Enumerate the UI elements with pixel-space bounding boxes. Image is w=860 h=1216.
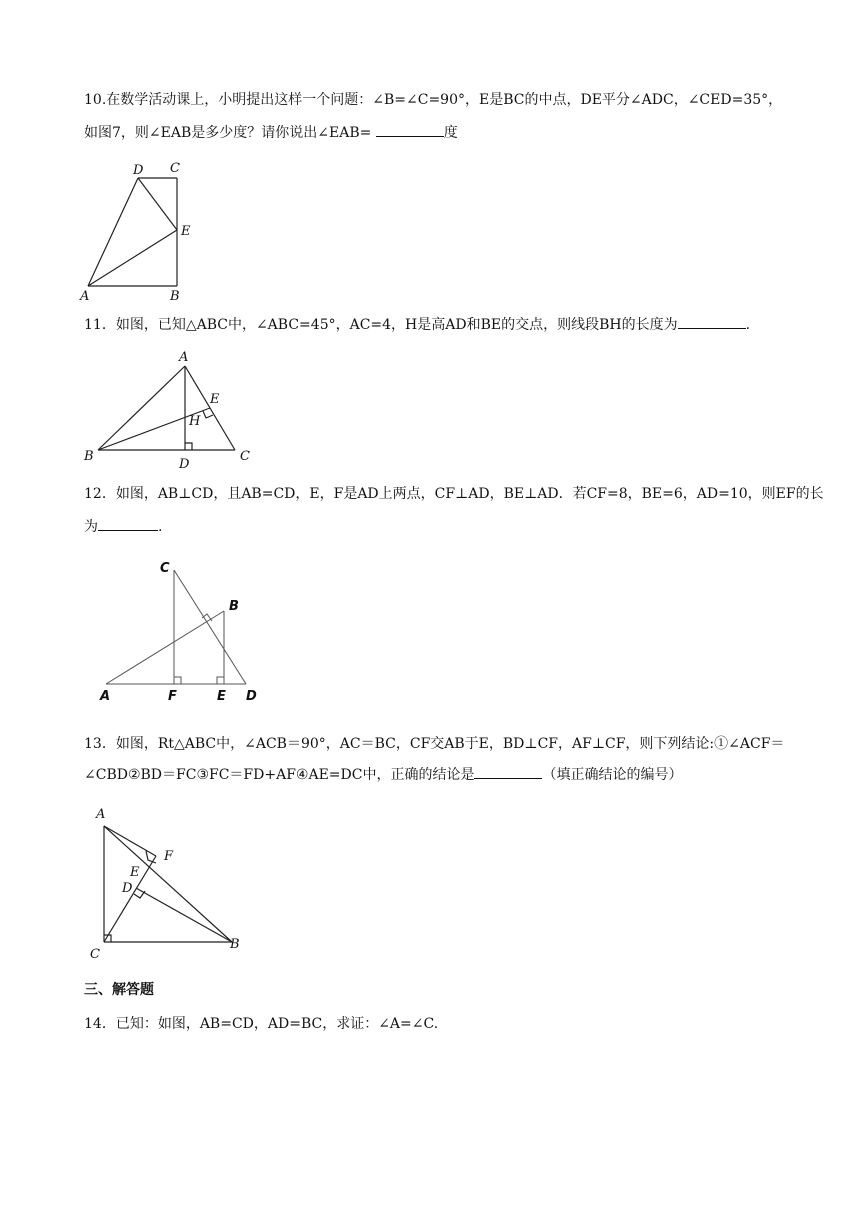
q11-label-a: A bbox=[179, 350, 189, 365]
q10-line2 bbox=[84, 122, 458, 143]
q10-label-d: D bbox=[133, 163, 144, 178]
q11-text: 11．如图，已知△ABC中，∠ABC=45°，AC=4，H是高AD和BE的交点，则线段BH的长度为 bbox=[84, 317, 678, 333]
q13-label-d: D bbox=[122, 881, 133, 896]
q11-label-b: B bbox=[84, 449, 94, 464]
answer-blank bbox=[376, 122, 444, 137]
q12-label-e: E bbox=[217, 689, 226, 704]
q12-line2-text: 为 bbox=[84, 519, 98, 535]
q12-label-b: B bbox=[229, 599, 239, 614]
q12-label-d: D bbox=[246, 689, 257, 704]
q11-label-c: C bbox=[240, 449, 250, 464]
section-heading: 三、解答题 bbox=[84, 982, 154, 998]
q13-label-c: C bbox=[90, 947, 100, 962]
q11-label-h: H bbox=[189, 414, 201, 429]
q11-line bbox=[84, 314, 750, 335]
q11-figure bbox=[80, 346, 260, 472]
answer-blank bbox=[98, 516, 158, 531]
q13-line1: 13．如图，Rt△ABC中，∠ACB＝90°，AC＝BC，CF交AB于E，BD⊥CF，AF⊥CF，则下列结论:①∠ACF＝ bbox=[84, 736, 785, 752]
q12-line2 bbox=[84, 516, 162, 537]
q12-label-a: A bbox=[100, 689, 111, 704]
q11-label-d: D bbox=[179, 457, 190, 472]
answer-blank bbox=[678, 314, 746, 329]
q12-line1: 12．如图，AB⊥CD，且AB=CD，E，F是AD上两点，CF⊥AD，BE⊥AD．若CF=8，BE=6，AD=10，则EF的长 bbox=[84, 486, 824, 502]
q10-line2-text: 如图7，则∠EAB是多少度？请你说出∠EAB= bbox=[84, 125, 376, 141]
q13-line2-note: （填正确结论的编号） bbox=[542, 767, 683, 783]
q13-label-f: F bbox=[164, 849, 174, 864]
q12-period: . bbox=[158, 519, 163, 535]
q10-line2-unit: 度 bbox=[443, 125, 458, 141]
q12-figure bbox=[96, 556, 266, 706]
q10-figure bbox=[80, 158, 200, 306]
q13-line2 bbox=[84, 764, 682, 785]
q10-label-a: A bbox=[80, 289, 90, 304]
q13-figure bbox=[84, 800, 254, 960]
q11-period: . bbox=[745, 317, 751, 333]
q10-label-b: B bbox=[170, 289, 180, 304]
q10-label-c: C bbox=[170, 161, 180, 176]
q12-label-c: C bbox=[160, 561, 170, 576]
q12-label-f: F bbox=[168, 689, 177, 704]
q13-label-b: B bbox=[230, 937, 240, 952]
q11-label-e: E bbox=[210, 392, 220, 407]
answer-blank bbox=[474, 764, 542, 779]
q13-label-a: A bbox=[96, 807, 106, 822]
q14-line: 14．已知：如图，AB=CD，AD=BC，求证：∠A=∠C. bbox=[84, 1016, 439, 1032]
q10-line1: 10.在数学活动课上，小明提出这样一个问题：∠B=∠C=90°，E是BC的中点，DE平分∠ADC，∠CED=35°， bbox=[84, 92, 783, 108]
q13-line2-text: ∠CBD②BD＝FC③FC＝FD+AF④AE=DC中，正确的结论是 bbox=[84, 767, 475, 783]
q13-label-e: E bbox=[130, 865, 140, 880]
q10-label-e: E bbox=[181, 224, 191, 239]
